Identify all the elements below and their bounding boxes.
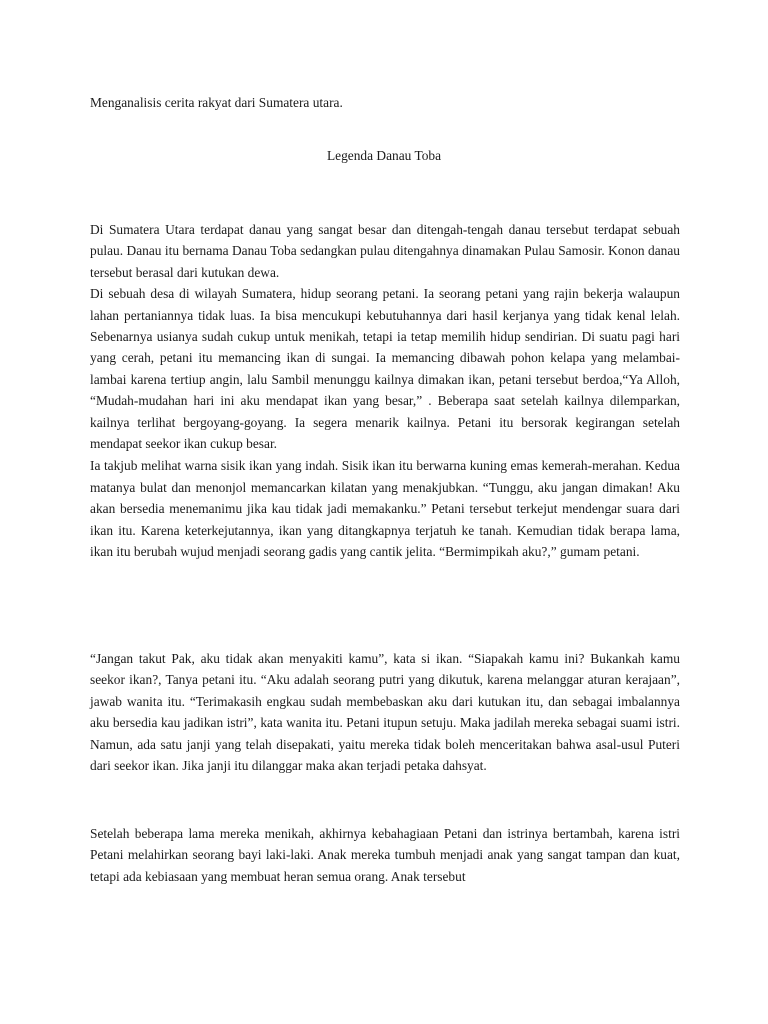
paragraph-dialogue: “Jangan takut Pak, aku tidak akan menyakiti kamu”, kata si ikan. “Siapakah kamu ini? Bukankah kamu seekor ikan?, Tanya petani itu. “Aku adalah seorang putri yang dikutuk, karena melanggar aturan kerajaan”, jawab wanita itu. “Terimakasih engkau sudah membebaskan aku dari kutukan itu, dan sebagai imbalannya aku bersedia kau jadikan istri”, kata wanita itu. Petani itupun setuju. Maka jadilah mereka sebagai suami istri. Namun, ada satu janji yang telah disepakati, yaitu mereka tidak boleh menceritakan bahwa asal-usul Puteri dari seekor ikan. Jika janji itu dilanggar maka akan terjadi petaka dahsyat. <box>90 651 680 774</box>
paragraph-child: Setelah beberapa lama mereka menikah, akhirnya kebahagiaan Petani dan istrinya bertambah, karena istri Petani melahirkan seorang bayi laki-laki. Anak mereka tumbuh menjadi anak yang sangat tampan dan kuat, tetapi ada kebiasaan yang membuat heran semua orang. Anak tersebut <box>90 826 680 884</box>
paragraph-opening: Di Sumatera Utara terdapat danau yang sangat besar dan ditengah-tengah danau tersebut terdapat sebuah pulau. Danau itu bernama Danau Toba sedangkan pulau ditengahnya dinamakan Pulau Samosir. Konon danau tersebut berasal dari kutukan dewa. <box>90 222 680 280</box>
paragraph-fish: Ia takjub melihat warna sisik ikan yang indah. Sisik ikan itu berwarna kuning emas kemerah-merahan. Kedua matanya bulat dan menonjol memancarkan kilatan yang menakjubkan. “Tunggu, aku jangan dimakan! Aku akan bersedia menemanimu jika kau tidak jadi memakanku.” Petani tersebut terkejut mendengar suara dari ikan itu. Karena keterkejutannya, ikan yang ditangkapnya terjatuh ke tanah. Kemudian tidak berapa lama, ikan itu berubah wujud menjadi seorang gadis yang cantik jelita. “Bermimpikah aku?,” gumam petani. <box>90 458 680 560</box>
story-title: Legenda Danau Toba <box>326 148 442 163</box>
story-block-3 <box>90 823 680 887</box>
story-block-2 <box>90 648 680 776</box>
paragraph-farmer: Di sebuah desa di wilayah Sumatera, hidup seorang petani. Ia seorang petani yang rajin bekerja walaupun lahan pertaniannya tidak luas. Ia bisa mencukupi kebutuhannya dari hasil kerjanya yang tidak kenal lelah. Sebenarnya usianya sudah cukup untuk menikah, tetapi ia tetap memilih hidup sendirian. Di suatu pagi hari yang cerah, petani itu memancing ikan di sungai. Ia memancing dibawah pohon kelapa yang melambai-lambai karena tertiup angin, lalu Sambil menunggu kailnya dimakan ikan, petani tersebut berdoa,“Ya Alloh, “Mudah-mudahan hari ini aku mendapat ikan yang besar,” . Beberapa saat setelah kailnya dilemparkan, kailnya terlihat bergoyang-goyang. Ia segera menarik kailnya. Petani itu bersorak kegirangan setelah mendapat seekor ikan cukup besar. <box>90 286 680 452</box>
story-block-1 <box>90 219 680 563</box>
intro-line: Menganalisis cerita rakyat dari Sumatera utara. <box>90 95 343 110</box>
